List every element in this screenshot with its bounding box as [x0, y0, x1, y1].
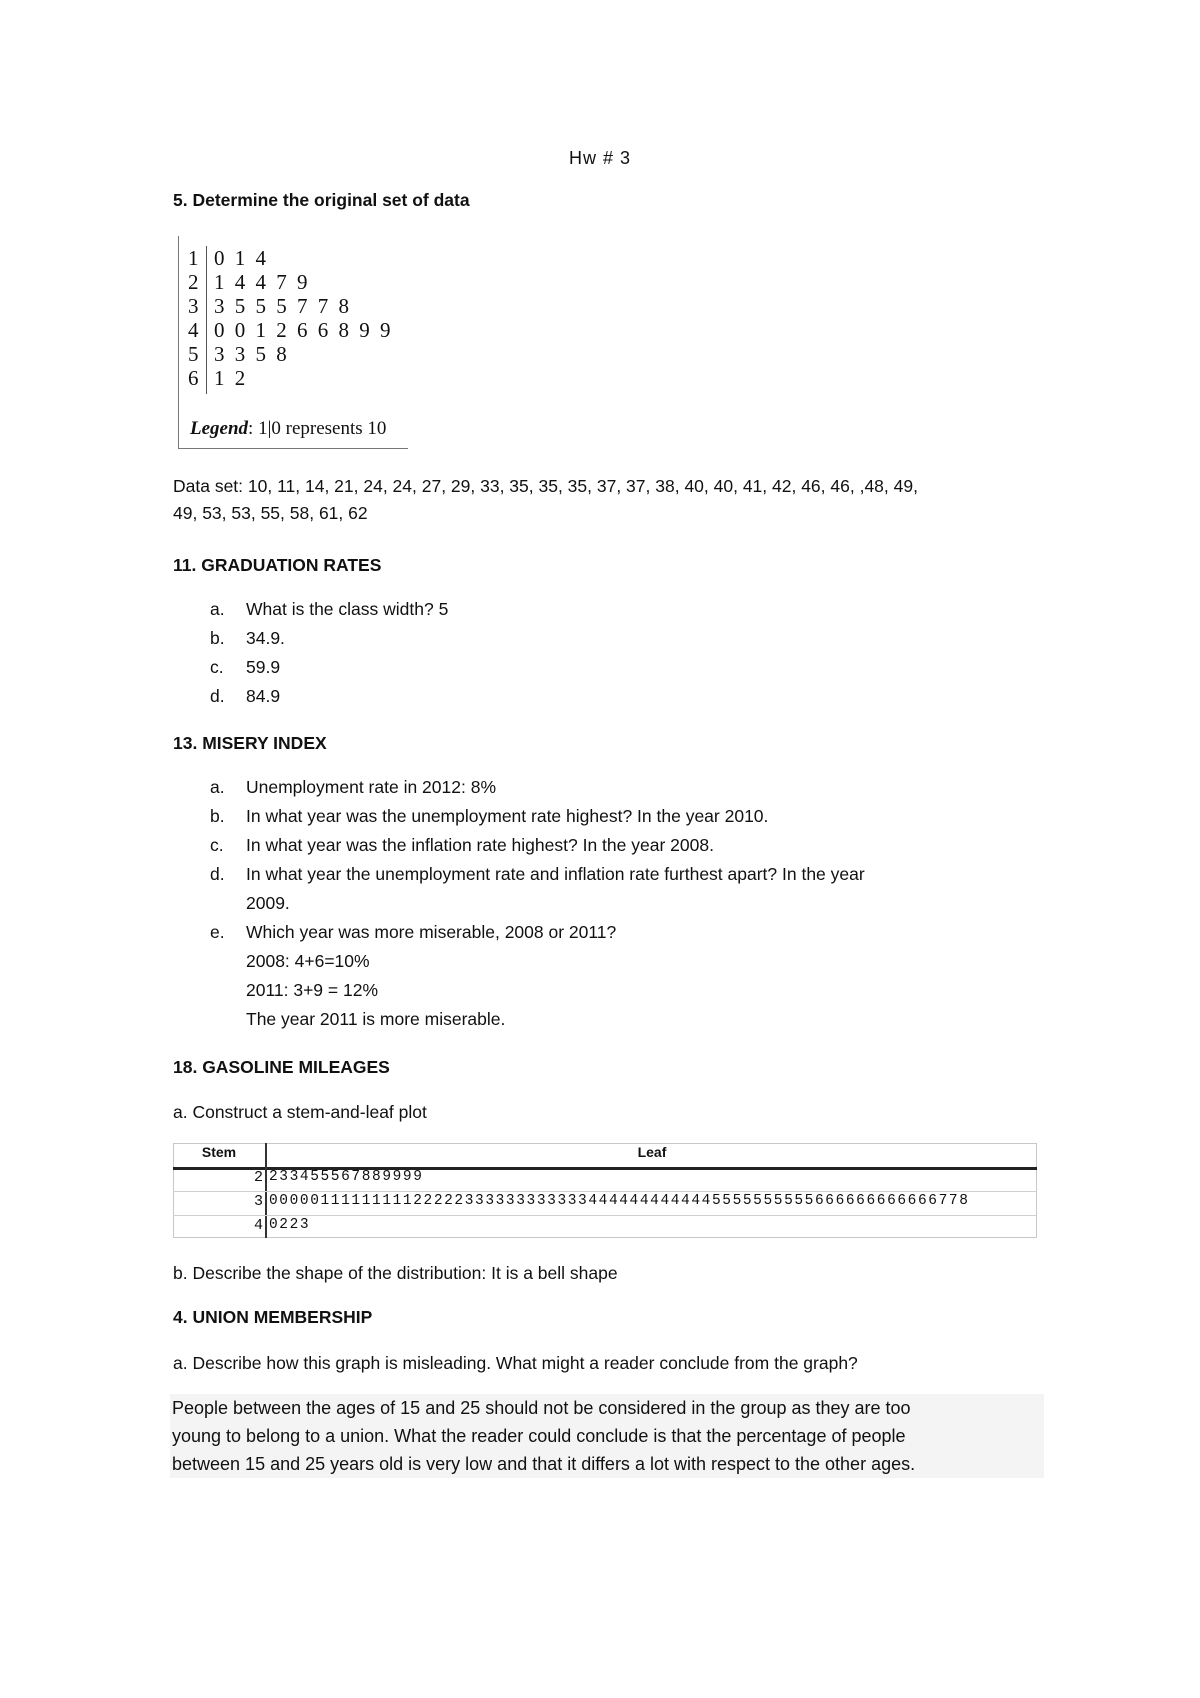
list-marker: a. — [210, 599, 225, 619]
list-marker: d. — [210, 686, 225, 706]
stem-value: 3 — [188, 294, 199, 318]
list-item-text: In what year the unemployment rate and inflation rate furthest apart? In the year — [246, 864, 865, 884]
answer-line: 2011: 3+9 = 12% — [246, 980, 379, 1000]
list-marker: b. — [210, 628, 225, 648]
data-set-line: Data set: 10, 11, 14, 21, 24, 24, 27, 29, 33, 35, 35, 35, 37, 37, 38, 40, 40, 41, 42, 46, 46, ,48, 49, — [173, 476, 918, 496]
answer-line: young to belong to a union. What the reader could conclude is that the percentage of people — [172, 1426, 906, 1446]
stem-header: Stem — [201, 1144, 237, 1160]
answer-line: People between the ages of 15 and 25 should not be considered in the group as they are too — [172, 1398, 911, 1418]
stem-leaf-figure — [178, 236, 408, 450]
q13-heading: 13. MISERY INDEX — [173, 733, 327, 753]
list-item — [173, 802, 1033, 831]
leaf-header: Leaf — [637, 1144, 667, 1160]
leaf-values: 0 0 1 2 6 6 8 9 9 — [214, 318, 393, 342]
list-item-text: What is the class width? 5 — [246, 599, 449, 619]
leaf-values: 3 5 5 5 7 7 8 — [214, 294, 352, 318]
data-set-text — [173, 473, 918, 527]
stem-value: 5 — [188, 342, 199, 366]
list-marker: e. — [210, 922, 225, 942]
list-item — [173, 773, 1033, 802]
answer-line: 2008: 4+6=10% — [246, 951, 370, 971]
leaf-values: 3 3 5 8 — [214, 342, 290, 366]
row-divider — [173, 1191, 1037, 1192]
list-item-text: In what year was the unemployment rate highest? In the year 2010. — [246, 806, 769, 826]
leaf-values: 0 1 4 — [214, 246, 269, 270]
stem-value: 1 — [188, 246, 199, 270]
table-leaves: 00000111111111222223333333333334444444444445555555555666666666666778 — [269, 1193, 970, 1209]
list-item — [173, 624, 448, 653]
q4-answer — [170, 1394, 1044, 1478]
figure-bottom-border — [178, 448, 408, 449]
list-item-text: 34.9. — [246, 628, 285, 648]
stem-leaf-row — [188, 342, 289, 366]
q5-heading: 5. Determine the original set of data — [173, 190, 470, 210]
table-leaves: 0223 — [269, 1217, 311, 1233]
q11-heading: 11. GRADUATION RATES — [173, 555, 382, 575]
list-marker: c. — [210, 657, 224, 677]
list-item — [173, 682, 448, 711]
list-item-text: 84.9 — [246, 686, 281, 706]
list-item — [173, 918, 1033, 947]
list-item — [173, 653, 448, 682]
legend-label: Legend — [190, 418, 249, 439]
answer-line: The year 2011 is more miserable. — [246, 1009, 506, 1029]
list-item-text: Unemployment rate in 2012: 8% — [246, 777, 496, 797]
answer-line: between 15 and 25 years old is very low and that it differs a lot with respect to the other ages. — [172, 1454, 916, 1474]
stem-leaf-table — [173, 1143, 1037, 1238]
list-item-text: In what year was the inflation rate highest? In the year 2008. — [246, 835, 714, 855]
figure-legend — [190, 418, 386, 440]
figure-left-border — [178, 236, 179, 449]
stem-leaf-row — [188, 294, 352, 318]
q4-part-a: a. Describe how this graph is misleading. What might a reader conclude from the graph? — [173, 1353, 858, 1373]
leaf-values: 1 2 — [214, 366, 248, 390]
stem-leaf-row — [188, 318, 393, 342]
stem-value: 6 — [188, 366, 199, 390]
q4-heading: 4. UNION MEMBERSHIP — [173, 1307, 373, 1327]
list-item — [173, 860, 1033, 889]
list-marker: c. — [210, 835, 224, 855]
leaf-values: 1 4 4 7 9 — [214, 270, 310, 294]
q18-part-b: b. Describe the shape of the distribution: It is a bell shape — [173, 1263, 618, 1283]
list-item-continuation: 2009. — [246, 893, 290, 913]
legend-text: : 1|0 represents 10 — [248, 418, 387, 439]
list-item-text: Which year was more miserable, 2008 or 2011? — [246, 922, 617, 942]
stem-leaf-row — [188, 246, 269, 270]
table-stem: 4 — [253, 1217, 263, 1234]
q18-part-a: a. Construct a stem-and-leaf plot — [173, 1102, 427, 1122]
stem-leaf-row — [188, 270, 310, 294]
list-marker: b. — [210, 806, 225, 826]
list-item — [173, 595, 448, 624]
q13-list — [173, 773, 1033, 1034]
table-leaves: 233455567889999 — [269, 1169, 424, 1185]
row-divider — [173, 1215, 1037, 1216]
list-marker: a. — [210, 777, 225, 797]
q11-list — [173, 595, 448, 711]
q18-heading: 18. GASOLINE MILEAGES — [173, 1057, 390, 1077]
stem-value: 4 — [188, 318, 199, 342]
list-item-text: 59.9 — [246, 657, 281, 677]
stem-leaf-row — [188, 366, 248, 390]
page-title: Hw # 3 — [568, 148, 632, 168]
data-set-line: 49, 53, 53, 55, 58, 61, 62 — [173, 503, 368, 523]
list-marker: d. — [210, 864, 225, 884]
stem-value: 2 — [188, 270, 199, 294]
list-item — [173, 831, 1033, 860]
table-stem: 3 — [253, 1193, 263, 1210]
table-stem: 2 — [253, 1169, 263, 1186]
